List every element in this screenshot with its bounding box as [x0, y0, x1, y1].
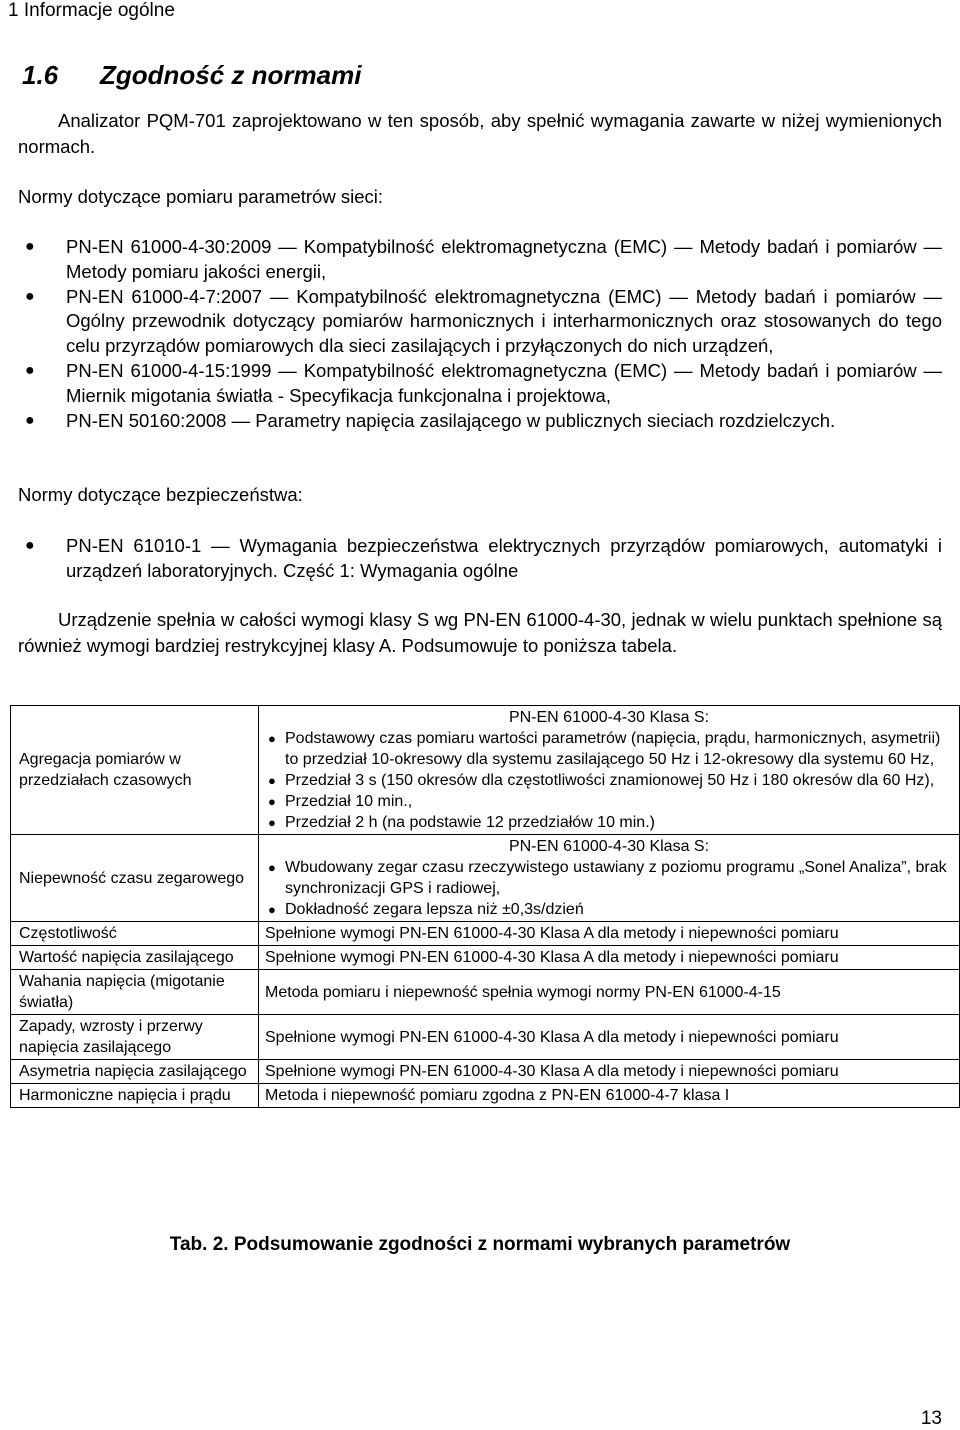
table-cell-value [259, 835, 960, 922]
section-title: Zgodność z normami [100, 60, 362, 90]
table-cell-value: Spełnione wymogi PN-EN 61000-4-30 Klasa A dla metody i niepewności pomiaru [259, 946, 960, 970]
page-number: 13 [920, 1408, 942, 1429]
table-row [11, 922, 960, 946]
section-number: 1.6 [22, 60, 59, 90]
list-item: ● Dokładność zegara lepsza niż ±0,3s/dzień [268, 901, 584, 918]
table-cell-value: Spełnione wymogi PN-EN 61000-4-30 Klasa A dla metody i niepewności pomiaru [259, 1060, 960, 1084]
table-row [11, 1084, 960, 1108]
table-cell-value: Metoda pomiaru i niepewność spełnia wymogi normy PN-EN 61000-4-15 [259, 970, 960, 1015]
bullet-icon: ● [25, 361, 35, 379]
cell-heading: PN-EN 61000-4-30 Klasa S: [508, 709, 710, 726]
safety-standards-heading: Normy dotyczące bezpieczeństwa: [18, 484, 303, 505]
table-row [11, 946, 960, 970]
bullet-icon: ● [268, 731, 276, 746]
bullet-icon: ● [25, 238, 35, 255]
table-cell-value: Spełnione wymogi PN-EN 61000-4-30 Klasa A dla metody i niepewności pomiaru [259, 1015, 960, 1060]
section-heading [22, 60, 361, 91]
table-cell-label: Wahania napięcia (migotanie światła) [11, 970, 259, 1015]
list-item: ● PN-EN 50160:2008 — Parametry napięcia zasilającego w publicznych sieciach rozdzielczych. [20, 409, 942, 434]
list-item: ● Podstawowy czas pomiaru wartości parametrów (napięcia, prądu, harmonicznych, asymetrii) to przedział 10-okresowy dla systemu zasilającego 50 Hz i 12-okresowy dla systemu 60 Hz, [268, 730, 941, 768]
list-item: ● Przedział 2 h (na podstawie 12 przedziałów 10 min.) [268, 814, 655, 831]
network-standards-list [20, 235, 942, 433]
table-cell-label: Zapady, wzrosty i przerwy napięcia zasilającego [11, 1015, 259, 1060]
table-cell-label: Wartość napięcia zasilającego [11, 946, 259, 970]
bullet-icon: ● [268, 815, 276, 830]
table-row [11, 706, 960, 835]
table-cell-value: Spełnione wymogi PN-EN 61000-4-30 Klasa A dla metody i niepewności pomiaru [259, 922, 960, 946]
table-cell-label: Częstotliwość [11, 922, 259, 946]
cell-list [265, 728, 953, 833]
table-cell-value: Metoda i niepewność pomiaru zgodna z PN-EN 61000-4-7 klasa I [259, 1084, 960, 1108]
table-row [11, 1060, 960, 1084]
intro-paragraph: Analizator PQM-701 zaprojektowano w ten sposób, aby spełnić wymagania zawarte w niżej wymienionych normach. [18, 110, 942, 157]
table-row [11, 970, 960, 1015]
safety-standards-list [20, 534, 942, 584]
bullet-icon: ● [25, 287, 35, 305]
bullet-icon: ● [268, 794, 276, 809]
cell-heading: PN-EN 61000-4-30 Klasa S: [508, 838, 710, 855]
table-cell-label: Agregacja pomiarów w przedziałach czasowych [11, 706, 259, 835]
summary-paragraph: Urządzenie spełnia w całości wymogi klasy S wg PN-EN 61000-4-30, jednak w wielu punktach spełnione są również wymogi bardziej restrykcyjnej klasy A. Podsumowuje to poniższa tabela. [18, 609, 942, 656]
compliance-table [10, 705, 960, 1108]
list-item: ● Przedział 10 min., [268, 793, 413, 810]
list-item: ● Przedział 3 s (150 okresów dla częstotliwości znamionowej 50 Hz i 180 okresów dla 60 Hz), [268, 772, 935, 789]
list-item: ● PN-EN 61000-4-7:2007 — Kompatybilność elektromagnetyczna (EMC) — Metody badań i pomiarów — Ogólny przewodnik dotyczący pomiarów harmonicznych i interharmonicznych oraz stosowanych do tego celu przyrządów pomiarowych dla sieci zasilających i przyłączonych do nich urządzeń, [25, 285, 942, 357]
table-cell-label: Niepewność czasu zegarowego [11, 835, 259, 922]
table-cell-value [259, 706, 960, 835]
bullet-icon: ● [268, 902, 276, 917]
table-cell-label: Asymetria napięcia zasilającego [11, 1060, 259, 1084]
list-item: ● PN-EN 61010-1 — Wymagania bezpieczeństwa elektrycznych przyrządów pomiarowych, automatyki i urządzeń laboratoryjnych. Część 1: Wymagania ogólne [25, 535, 942, 581]
table-cell-label: Harmoniczne napięcia i prądu [11, 1084, 259, 1108]
table-row [11, 1015, 960, 1060]
list-item: ● Wbudowany zegar czasu rzeczywistego ustawiany z poziomu programu „Sonel Analiza”, brak synchronizacji GPS i radiowej, [268, 859, 947, 897]
bullet-icon: ● [25, 537, 35, 554]
list-item: ● PN-EN 61000-4-30:2009 — Kompatybilność elektromagnetyczna (EMC) — Metody badań i pomiarów — Metody pomiaru jakości energii, [25, 236, 942, 282]
table-row [11, 835, 960, 922]
list-item: ● PN-EN 61000-4-15:1999 — Kompatybilność elektromagnetyczna (EMC) — Metody badań i pomiarów — Miernik migotania światła - Specyfikacja funkcjonalna i projektowa, [25, 359, 942, 406]
bullet-icon: ● [268, 860, 276, 875]
table-caption: Tab. 2. Podsumowanie zgodności z normami wybranych parametrów [169, 1234, 791, 1255]
cell-list [265, 857, 953, 920]
bullet-icon: ● [25, 411, 35, 429]
bullet-icon: ● [268, 773, 276, 788]
running-header: 1 Informacje ogólne [8, 0, 175, 21]
network-standards-heading: Normy dotyczące pomiaru parametrów sieci: [18, 186, 383, 207]
